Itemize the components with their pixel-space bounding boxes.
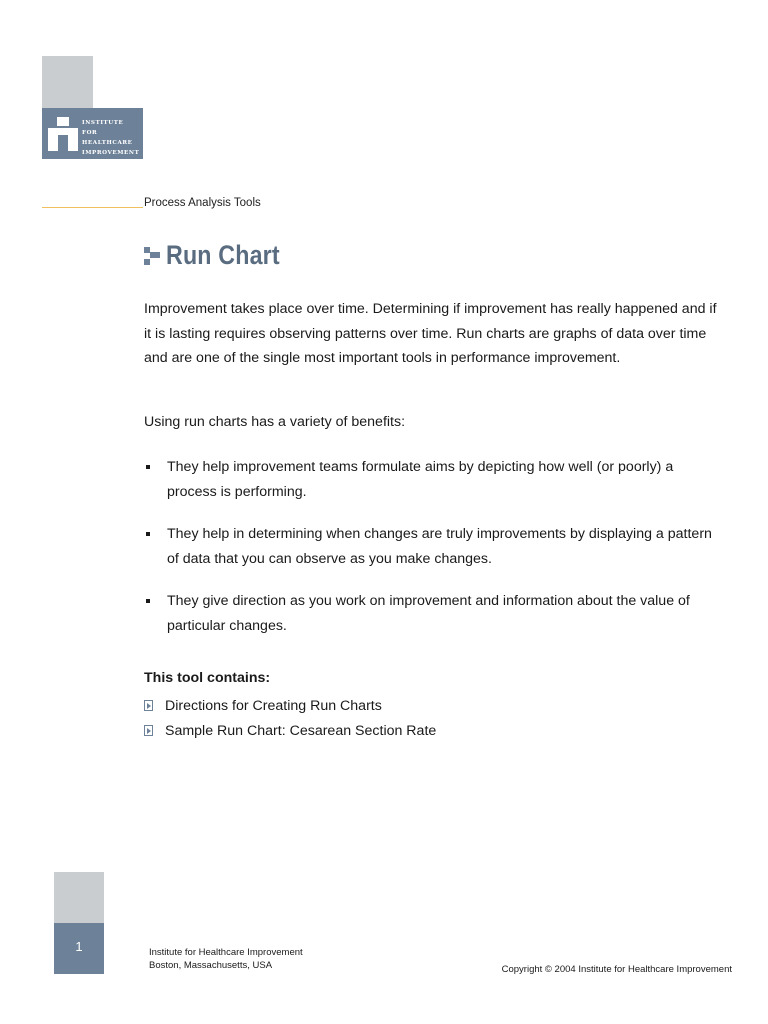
logo-text-line: INSTITUTE FOR <box>82 120 124 136</box>
bullet-icon <box>146 465 150 469</box>
section-divider <box>42 207 143 208</box>
list-item <box>144 589 724 638</box>
page-number-box <box>54 923 104 974</box>
title-bullet-icon <box>144 243 160 269</box>
contents-list <box>144 693 436 743</box>
arrow-right-icon <box>144 700 153 711</box>
footer-org-location: Boston, Massachusetts, USA <box>149 960 273 971</box>
list-item <box>144 522 724 571</box>
bullet-icon <box>146 599 150 603</box>
contents-heading: This tool contains: <box>144 670 271 686</box>
ihi-logo <box>42 108 143 159</box>
footer-org-name: Institute for Healthcare Improvement <box>149 947 303 958</box>
contents-item[interactable] <box>144 693 436 718</box>
intro-paragraph: Improvement takes place over time. Determining if improvement has really happened and if it is lasting requires observing patterns over time. Run charts are graphs of data over time and are one of the single most important tools in performance improvement. <box>144 301 717 367</box>
benefits-list <box>144 455 724 657</box>
arrow-right-icon <box>144 725 153 736</box>
contents-item-label: Directions for Creating Run Charts <box>165 697 382 714</box>
footer-organization <box>149 946 303 972</box>
list-item <box>144 455 724 504</box>
benefit-text: They help improvement teams formulate aims by depicting how well (or poorly) a process is performing. <box>167 459 674 500</box>
logo-accent-block <box>42 56 93 108</box>
benefit-text: They give direction as you work on improvement and information about the value of particular changes. <box>167 593 690 634</box>
bullet-icon <box>146 532 150 536</box>
page-title: Run Chart <box>166 240 280 270</box>
logo-text-line: HEALTHCARE <box>82 140 133 146</box>
section-label: Process Analysis Tools <box>144 197 261 209</box>
benefit-text: They help in determining when changes are truly improvements by displaying a pattern of data that you can observe as you make changes. <box>167 526 712 567</box>
footer-accent-block <box>54 872 104 923</box>
page-title-row <box>144 240 298 271</box>
logo-wordmark <box>82 118 140 158</box>
contents-item[interactable] <box>144 718 436 743</box>
benefits-lead: Using run charts has a variety of benefits: <box>144 414 406 430</box>
contents-item-label: Sample Run Chart: Cesarean Section Rate <box>165 722 437 739</box>
page-number: 1 <box>75 939 83 954</box>
logo-text-line: IMPROVEMENT <box>82 150 140 156</box>
copyright-notice: Copyright © 2004 Institute for Healthcare Improvement <box>501 964 732 975</box>
ihi-logo-mark-icon <box>48 117 78 151</box>
